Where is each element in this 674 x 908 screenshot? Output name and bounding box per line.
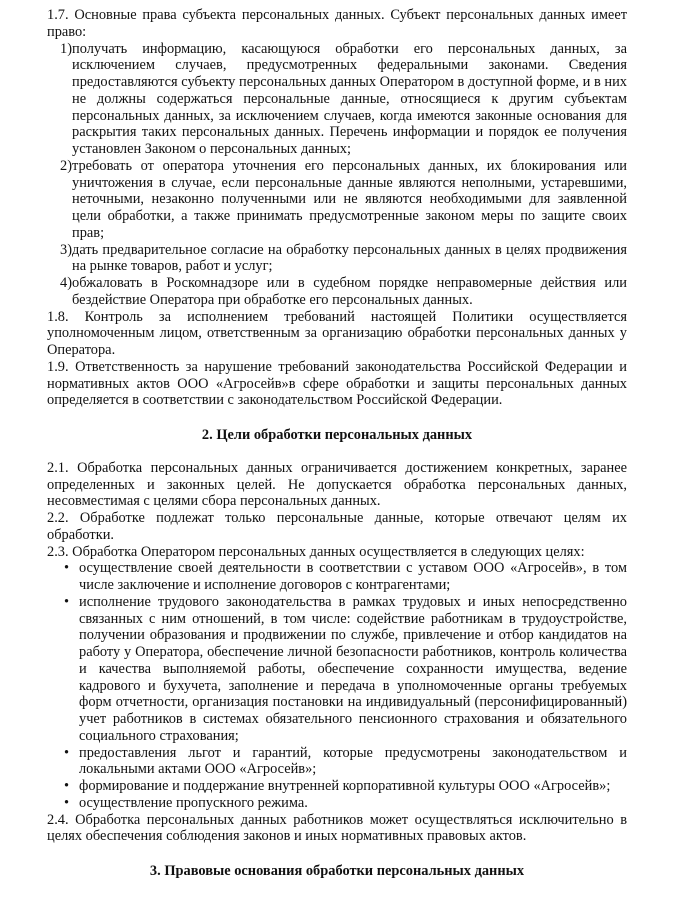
list-item-number: 4) [60,275,72,291]
bullet-icon: • [64,560,70,577]
list-item-text: обжаловать в Роскомнадзоре или в судебном порядке неправомерные действия или бездействие Оператора при обработке его персональных данных. [72,275,627,308]
list-item-text: получать информацию, касающуюся обработки его персональных данных, за исключением случаев, предусмотренных федеральными законами. Сведения предоставляются субъекту персональных данных Оператором в доступной форме, и в них не должны содержаться персональные данные, относящиеся к другим субъектам персональных данных, за исключением случаев, когда имеются законные основания для раскрытия таких персональных данных. Перечень информации и порядок ее получения установлен Законом о персональных данных; [72,40,627,157]
list-item-text: требовать от оператора уточнения его персональных данных, их блокирования или уничтожения в случае, если персональные данные являются неполными, устаревшими, неточными, незаконно полученными или не являются необходимыми для заявленной цели обработки, а также принимать предусмотренные законом меры по защите своих прав; [72,157,627,241]
clause-2-3: 2.3. Обработка Оператором персональных данных осуществляется в следующих целях: [47,543,585,560]
purposes-list [47,560,627,811]
clause-2-2: 2.2. Обработке подлежат только персональные данные, которые отвечают целям их обработки. [47,510,627,543]
list-item [47,158,627,242]
list-item [47,778,627,795]
list-item-text: осуществление своей деятельности в соответствии с уставом ООО «Агросейв», в том числе заключение и исполнение договоров с контрагентами; [79,560,627,593]
list-item-number: 1) [60,40,72,57]
list-item-text: дать предварительное согласие на обработку персональных данных в целях продвижения на рынке товаров, работ и услуг; [72,241,627,275]
clause-2-1: 2.1. Обработка персональных данных ограничивается достижением конкретных, заранее определенных и законных целей. Не допускается обработка персональных данных, несовместимая с целями сбора персональных данных. [47,459,627,510]
list-item-text: формирование и поддержание внутренней корпоративной культуры ООО «Агросейв»; [79,778,611,794]
list-item [47,795,627,812]
list-item [47,41,627,158]
clause-1-9: 1.9. Ответственность за нарушение требований законодательства Российской Федерации и нормативных актов ООО «Агросейв»в сфере обработки и защиты персональных данных определяется в соответствии с законодательством Российской Федерации. [47,358,627,409]
list-item [47,745,627,779]
bullet-icon: • [64,744,70,761]
list-item-text: предоставления льгот и гарантий, которые предусмотрены законодательством и локальными актами ООО «Агросейв»; [79,744,627,778]
list-item [47,275,627,309]
list-item [47,560,627,594]
list-item [47,242,627,276]
list-item-number: 3) [60,241,72,258]
clause-1-8: 1.8. Контроль за исполнением требований настоящей Политики осуществляется уполномоченным лицом, ответственным за организацию обработки персональных данных у Оператора. [47,308,627,358]
list-item-text: осуществление пропускного режима. [79,794,308,811]
bullet-icon: • [64,794,70,811]
bullet-icon: • [64,778,70,794]
rights-list [47,41,627,309]
section-3-heading: 3. Правовые основания обработки персональных данных [149,863,525,879]
list-item-number: 2) [60,157,72,174]
section-2-heading: 2. Цели обработки персональных данных [201,427,473,443]
clause-1-7-intro: 1.7. Основные права субъекта персональных данных. Субъект персональных данных имеет право: [47,7,627,40]
bullet-icon: • [64,593,70,610]
list-item [47,594,627,745]
clause-2-4: 2.4. Обработка персональных данных работников может осуществляться исключительно в целях обеспечения соблюдения законов и иных нормативных правовых актов. [47,811,627,845]
list-item-text: исполнение трудового законодательства в рамках трудовых и иных непосредственно связанных с ним отношений, в том числе: содействие работникам в трудоустройстве, получении образования и продвижении по службе, привлечение и отбор кандидатов на работу у Оператора, обеспечение личной безопасности работников, контроль количества и качества выполняемой работы, обеспечение сохранности имущества, ведение кадрового и бухучета, заполнение и передача в уполномоченные органы требуемых форм отчетности, организация постановки на индивидуальный (персонифицированный) учет работников в системах обязательного пенсионного страхования и обязательного социального страхования; [79,593,627,744]
